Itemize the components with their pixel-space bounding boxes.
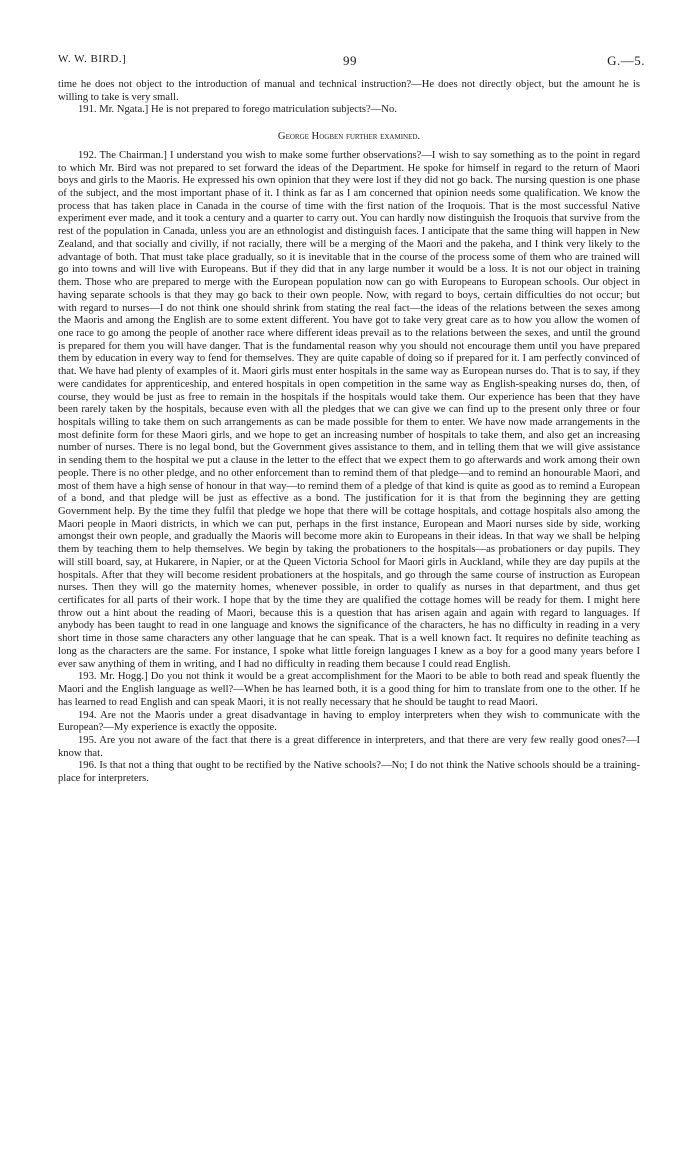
section-heading: George Hogben further examined. (277, 131, 421, 143)
question-191: 191. Mr. Ngata.] He is not prepared to forego matriculation subjects?—No. (78, 104, 397, 116)
document-reference: G.—5. (607, 53, 645, 68)
question-194: 194. Are not the Maoris under a great disadvantage in having to employ interpreters when they wish to communicate with the European?—My experience is exactly the opposite. (58, 709, 640, 734)
question-195: 195. Are you not aware of the fact that there is a great difference in interpreters, and that there are very few really good ones?—I know that. (58, 734, 640, 759)
question-196: 196. Is that not a thing that ought to be rectified by the Native schools?—No; I do not think the Native schools should be a training-place for interpreters. (58, 760, 640, 785)
question-192: 192. The Chairman.] I understand you wish to make some further observations?—I wish to say something as to the point in regard to which Mr. Bird was not prepared to set forward the ideas of the Department. He spoke for himself in regard to the return of Maori boys and girls to the Maoris. He expressed his own opinion that they were lost if they did not go back. The nursing question is one phase of the subject, and the most important phase of it. I think as far as I am concerned that opinion needs some qualification. We know the process that has taken place in Canada in the course of time with the first nation of the Iroquois. That is the most successful Native experiment ever made, and it took a century and a quarter to carry out. You can hardly now distinguish the Iroquois that survive from the rest of the population in Canada, unless you are an ethnologist and distinguish faces. I anticipate that the same thing will happen in New Zealand, and that socially and civilly, if not racially, there will be a merging of the Maori and the pakeha, and I think very likely to the advantage of both. That must take place gradually, so it is inevitable that in the course of the process some of them who are trained will go into towns and will live with Europeans. But if they did that in any large number it would be a loss. It is not our object in training them. Those who are prepared to merge with the European population now can go with Europeans to European schools. Our object in having separate schools is that they may go back to their own people. Now, with regard to boys, certain difficulties do not occur; but with regard to nurses—I do not think one should shrink from stating the real fact—the ideas of the relations between the sexes among the Maoris and among the English are to some extent different. You have got to take very great care as to how you allow the women of one race to go among the people of another race where different ideas prevail as to the relations between the sexes, and until the ground is prepared for them you will have danger. That is the fundamental reason why you should not encourage them until you have prepared them by education in every way to fend for themselves. They are quite capable of doing so if prepared for it. I am perfectly convinced of that. We have had plenty of examples of it. Maori girls must enter hospitals in the same way as European nurses do. That is to say, if they were candidates for apprenticeship, and entered hospitals in open competition in the same way as English-speaking nurses do, then, of course, they would be just as free to remain in the hospitals if the hospitals would take them. Our experience has been that they have been rarely taken by the hospitals, because even with all the pledges that we can give we can find up to the present only three or four hospitals willing to take them on such arrangements as can be made possible for them to enter. We have now made arrangements in the most definite form for these Maori girls, and we hope to get an increasing number of hospitals to take them, and also get an increasing number of nurses. There is no legal bond, but the Government gives assistance to them, and in telling them that we will give assistance in sending them to the hospital we put a clause in the letter to the effect that we expect them to go afterwards and work among their own people. There is no other pledge, and no other enforcement than to remind them of that pledge—and to remind an honourable Maori, and most of them have a high sense of honour in that way—to remind them of a pledge of that kind is quite as good as to remind a European of a bond, and that pledge will be just as effective as a bond. The justification for it is that from the beginning they are getting Government help. By the time they fulfil that pledge we hope that there will be cottage hospitals, and cottage hospitals also among the Maori people in Maori districts, in which we can put, perhaps in the first instance, European and Maori nurses side by side, working amongst their own people, and gradually the Maoris will become more akin to Europeans in their ideas. In that way we shall be helping them by teaching them to help themselves. We begin by taking the probationers to the hospitals—as probationers or day pupils. They will still board, say, at Hukarere, in Napier, or at the Queen Victoria School for Maori girls in Auckland, while they are day pupils at the hospitals. After that they will become resident probationers at the hospitals, and go through the same course of instruction as European nurses. Then they will go the maternity homes, whenever possible, in order to qualify as nurses in that department, and thus get certificates for all parts of their work. I hope that by the time they are qualified the cottage homes will be ready for them. I might here throw out a hint about the reading of Maori, because this is a question that has arisen again and again with regard to languages. If anybody has been taught to read in one language and knows the significance of the characters, he has no difficulty in reading in a very short time in those same characters any other language that he can speak. That is a well known fact. It requires no definite teaching as long as the characters are the same. For instance, I spoke what little foreign languages I knew as a boy for a good many years before I ever saw anything of them in writing, and I had no difficulty in reading them because I could read English. (58, 149, 640, 670)
page-number: 99 (343, 53, 357, 68)
paragraph-continued: time he does not object to the introduction of manual and technical instruction?—He does not directly object, but the amount he is willing to take is very small. (58, 79, 640, 103)
running-header-author: W. W. BIRD.] (58, 53, 127, 65)
question-193: 193. Mr. Hogg.] Do you not think it would be a great accomplishment for the Maori to be able to both read and speak fluently the Maori and the English language as well?—When he has learned both, it is a good thing for him to translate from one to the other. If he has learned to read English and can speak Maori, it is not really necessary that he should be taught to read Maori. (58, 671, 640, 708)
body-text (58, 79, 640, 786)
